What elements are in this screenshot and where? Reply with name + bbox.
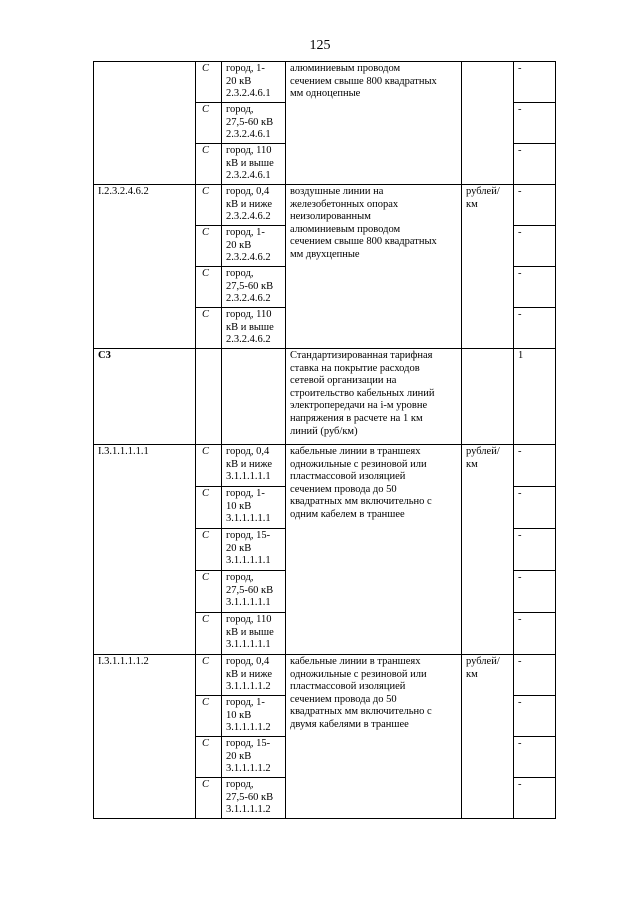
value-cell: - — [514, 571, 556, 613]
category-cell: C — [196, 778, 222, 819]
category-cell: C — [196, 144, 222, 185]
voltage-cell: город, 1- 20 кВ 2.3.2.4.6.1 — [222, 62, 286, 103]
voltage-cell: город, 15- 20 кВ 3.1.1.1.1.2 — [222, 737, 286, 778]
category-cell: C — [196, 308, 222, 349]
value-cell: - — [514, 62, 556, 103]
value-cell: - — [514, 445, 556, 487]
voltage-cell — [222, 349, 286, 445]
category-cell: C — [196, 696, 222, 737]
voltage-cell: город, 27,5-60 кВ 3.1.1.1.1.1 — [222, 571, 286, 613]
table-row — [94, 655, 556, 696]
code-cell: I.2.3.2.4.6.2 — [94, 185, 196, 349]
voltage-cell: город, 110 кВ и выше 3.1.1.1.1.1 — [222, 613, 286, 655]
page-number: 125 — [309, 38, 331, 53]
voltage-cell: город, 1- 10 кВ 3.1.1.1.1.1 — [222, 487, 286, 529]
code-cell — [94, 62, 196, 185]
voltage-cell: город, 1- 10 кВ 3.1.1.1.1.2 — [222, 696, 286, 737]
unit-cell — [462, 349, 514, 445]
voltage-cell: город, 0,4 кВ и ниже 3.1.1.1.1.2 — [222, 655, 286, 696]
value-cell: - — [514, 613, 556, 655]
voltage-cell: город, 110 кВ и выше 2.3.2.4.6.2 — [222, 308, 286, 349]
voltage-cell: город, 0,4 кВ и ниже 2.3.2.4.6.2 — [222, 185, 286, 226]
value-cell: - — [514, 144, 556, 185]
table-row — [94, 349, 556, 445]
unit-cell: рублей/ км — [462, 445, 514, 655]
code-cell: C3 — [94, 349, 196, 445]
voltage-cell: город, 110 кВ и выше 2.3.2.4.6.1 — [222, 144, 286, 185]
unit-cell: рублей/ км — [462, 185, 514, 349]
description-cell: алюминиевым проводом сечением свыше 800 квадратных мм одноцепные — [286, 62, 462, 185]
category-cell: C — [196, 62, 222, 103]
value-cell: - — [514, 778, 556, 819]
voltage-cell: город, 27,5-60 кВ 2.3.2.4.6.1 — [222, 103, 286, 144]
voltage-cell: город, 27,5-60 кВ 2.3.2.4.6.2 — [222, 267, 286, 308]
category-cell: C — [196, 103, 222, 144]
value-cell: - — [514, 226, 556, 267]
code-cell: I.3.1.1.1.1.2 — [94, 655, 196, 819]
value-cell: - — [514, 103, 556, 144]
tariff-table — [93, 61, 556, 819]
value-cell: 1 — [514, 349, 556, 445]
description-cell: кабельные линии в траншеях одножильные с резиновой или пластмассовой изоляцией сечением провода до 50 квадратных мм включительно с двумя кабелями в траншее — [286, 655, 462, 819]
category-cell: C — [196, 529, 222, 571]
value-cell: - — [514, 696, 556, 737]
category-cell: C — [196, 655, 222, 696]
voltage-cell: город, 1- 20 кВ 2.3.2.4.6.2 — [222, 226, 286, 267]
value-cell: - — [514, 267, 556, 308]
table-row — [94, 185, 556, 226]
value-cell: - — [514, 529, 556, 571]
category-cell: C — [196, 487, 222, 529]
category-cell: C — [196, 267, 222, 308]
category-cell: C — [196, 737, 222, 778]
value-cell: - — [514, 737, 556, 778]
table-row — [94, 445, 556, 487]
category-cell: C — [196, 571, 222, 613]
voltage-cell: город, 27,5-60 кВ 3.1.1.1.1.2 — [222, 778, 286, 819]
value-cell: - — [514, 308, 556, 349]
voltage-cell: город, 15- 20 кВ 3.1.1.1.1.1 — [222, 529, 286, 571]
description-cell: Стандартизированная тарифная ставка на покрытие расходов сетевой организации на строительство кабельных линий электропередачи на i-м уровне напряжения в расчете на 1 км линий (руб/км) — [286, 349, 462, 445]
unit-cell: рублей/ км — [462, 655, 514, 819]
category-cell — [196, 349, 222, 445]
description-cell: кабельные линии в траншеях одножильные с резиновой или пластмассовой изоляцией сечением провода до 50 квадратных мм включительно с одним кабелем в траншее — [286, 445, 462, 655]
table-row — [94, 62, 556, 103]
category-cell: C — [196, 613, 222, 655]
category-cell: C — [196, 185, 222, 226]
category-cell: C — [196, 445, 222, 487]
value-cell: - — [514, 185, 556, 226]
value-cell: - — [514, 487, 556, 529]
description-cell: воздушные линии на железобетонных опорах неизолированным алюминиевым проводом сечением свыше 800 квадратных мм двухцепные — [286, 185, 462, 349]
category-cell: C — [196, 226, 222, 267]
value-cell: - — [514, 655, 556, 696]
voltage-cell: город, 0,4 кВ и ниже 3.1.1.1.1.1 — [222, 445, 286, 487]
code-cell: I.3.1.1.1.1.1 — [94, 445, 196, 655]
unit-cell — [462, 62, 514, 185]
